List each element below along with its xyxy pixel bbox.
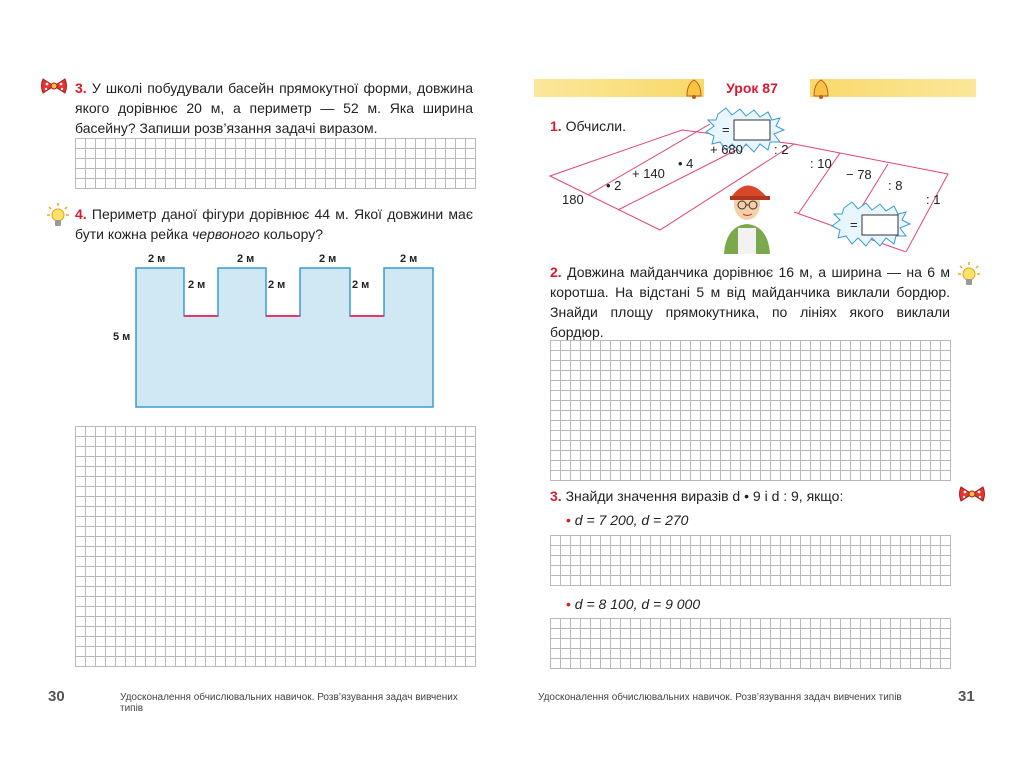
operation: : 2 <box>774 142 789 157</box>
case-text: d = 8 100, d = 9 000 <box>574 596 701 612</box>
right-page <box>512 0 1024 768</box>
bow-icon <box>40 76 68 101</box>
bullet-icon: • <box>566 512 571 528</box>
boy-illustration <box>716 174 778 254</box>
task-body: Знайди значення виразів d • 9 і d : 9, якщо: <box>565 488 844 504</box>
footer-text: Удосконалення обчислювальних навичок. Розв’язування задач вивчених типів <box>120 692 458 714</box>
case-1 <box>566 510 866 530</box>
page-number: 30 <box>48 688 65 705</box>
case-text: d = 7 200, d = 270 <box>574 512 689 528</box>
operation: + 140 <box>632 166 665 181</box>
lesson-title: Урок 87 <box>726 80 778 96</box>
task-body: У школі побудували басейн прямокутної форми, довжина якого дорівнює 20 м, а периметр — 52 м. Яка ширина басейну? Запиши розв’язання задачі виразом. <box>75 80 473 136</box>
task-body-start: Периметр даної фігури дорівнює 44 м. Якої довжини має бути кожна рейка <box>75 206 473 242</box>
answer-grid-task-3[interactable] <box>75 138 476 189</box>
task-number: 2. <box>550 264 562 280</box>
side-label: 5 м <box>113 331 131 343</box>
top-label: 2 м <box>400 253 418 265</box>
task-body: Довжина майданчика дорівнює 16 м, а ширина — на 6 м коротша. На відстані 5 м від майданчика виклали бордюр. Знайди площу прямокутника, по лініях якого виклали бордюр. <box>550 264 951 340</box>
case-2 <box>566 594 866 614</box>
start-value: 180 <box>562 192 584 207</box>
answer-grid-task-2[interactable] <box>550 340 951 481</box>
task-number: 3. <box>75 80 87 96</box>
answer-box[interactable] <box>734 120 770 140</box>
lightbulb-icon <box>47 203 69 234</box>
notch-label: 2 м <box>268 279 286 291</box>
equals-sign: = <box>850 217 858 232</box>
notch-label: 2 м <box>352 279 370 291</box>
lightbulb-icon <box>958 262 980 293</box>
operation: : 8 <box>888 178 903 193</box>
task-body: Обчисли. <box>565 118 627 134</box>
castle-figure <box>110 248 450 413</box>
answer-grid-case-1[interactable] <box>550 535 951 586</box>
footer-text: Удосконалення обчислювальних навичок. Розв’язування задач вивчених типів <box>538 692 902 703</box>
task-2-text <box>550 262 950 342</box>
answer-box[interactable] <box>862 215 898 235</box>
task-body-italic: червоного <box>192 226 260 242</box>
task-number: 4. <box>75 206 87 222</box>
answer-grid-task-4[interactable] <box>75 426 476 667</box>
top-label: 2 м <box>319 253 337 265</box>
notch-label: 2 м <box>188 279 206 291</box>
top-label: 2 м <box>237 253 255 265</box>
operation: : 10 <box>810 156 832 171</box>
operation: • 2 <box>606 178 622 193</box>
task-3-text <box>75 78 473 138</box>
equals-sign: = <box>722 122 730 137</box>
task-body-end: кольору? <box>259 226 323 242</box>
task-number: 3. <box>550 488 562 504</box>
operation: − 78 <box>846 167 872 182</box>
page-number: 31 <box>958 688 975 705</box>
bow-icon <box>958 484 986 509</box>
task-number: 1. <box>550 118 562 134</box>
task-3-text <box>550 486 950 506</box>
answer-grid-case-2[interactable] <box>550 618 951 669</box>
operation: + 680 <box>710 142 743 157</box>
operation: • 4 <box>678 156 694 171</box>
operation: : 1 <box>926 192 941 207</box>
top-label: 2 м <box>148 253 166 265</box>
task-4-text <box>75 204 473 244</box>
bullet-icon: • <box>566 596 571 612</box>
